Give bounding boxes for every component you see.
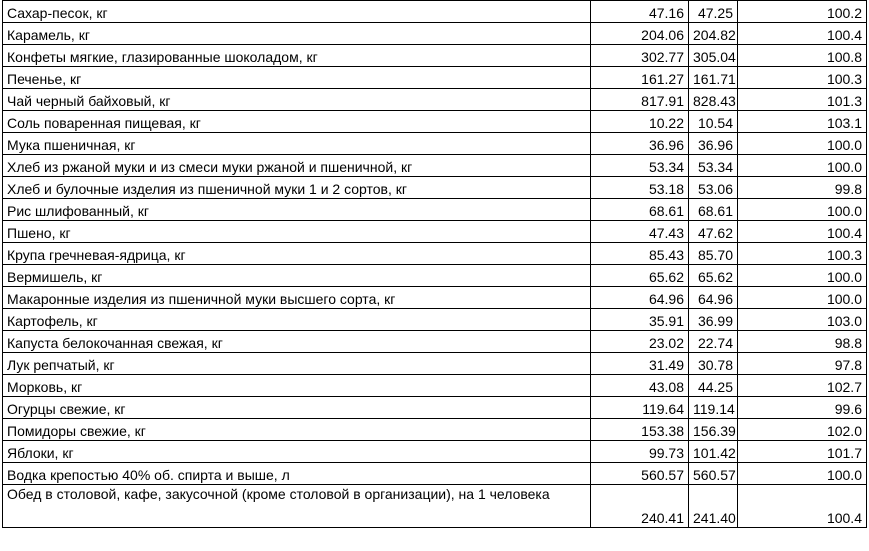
table-row [3,221,867,243]
price-current-cell: 119.14 [689,397,738,419]
price-index-cell: 100.0 [738,287,867,309]
price-index-cell: 100.0 [738,133,867,155]
price-index-cell: 101.3 [738,89,867,111]
table-row [3,309,867,331]
price-current-cell: 44.25 [689,375,738,397]
table-row [3,177,867,199]
product-name-cell: Яблоки, кг [3,441,591,463]
price-current-cell: 47.25 [689,1,738,23]
price-index-cell: 102.7 [738,375,867,397]
product-name-cell: Лук репчатый, кг [3,353,591,375]
price-prev-cell: 204.06 [591,23,689,45]
price-prev-cell: 153.38 [591,419,689,441]
price-index-cell: 101.7 [738,441,867,463]
price-current-cell: 53.06 [689,177,738,199]
price-index-cell: 100.3 [738,67,867,89]
table-row [3,265,867,287]
product-name-cell: Чай черный байховый, кг [3,89,591,111]
price-prev-cell: 36.96 [591,133,689,155]
product-name-cell: Соль поваренная пищевая, кг [3,111,591,133]
product-name-cell: Капуста белокочанная свежая, кг [3,331,591,353]
price-index-cell: 100.0 [738,199,867,221]
price-index-cell: 99.8 [738,177,867,199]
price-current-cell: 68.61 [689,199,738,221]
price-prev-cell: 47.16 [591,1,689,23]
price-index-cell: 100.4 [738,23,867,45]
price-prev-cell: 240.41 [591,485,689,528]
price-index-cell: 100.2 [738,1,867,23]
price-current-cell: 47.62 [689,221,738,243]
product-name-cell: Огурцы свежие, кг [3,397,591,419]
product-name-cell: Сахар-песок, кг [3,1,591,23]
product-name-cell: Хлеб и булочные изделия из пшеничной муки 1 и 2 сортов, кг [3,177,591,199]
price-prev-cell: 99.73 [591,441,689,463]
price-prev-cell: 35.91 [591,309,689,331]
table-row [3,331,867,353]
table-row [3,397,867,419]
price-prev-cell: 10.22 [591,111,689,133]
price-current-cell: 101.42 [689,441,738,463]
price-current-cell: 36.96 [689,133,738,155]
price-prev-cell: 68.61 [591,199,689,221]
price-index-cell: 100.0 [738,155,867,177]
product-name-cell: Конфеты мягкие, глазированные шоколадом, кг [3,45,591,67]
table-row [3,243,867,265]
product-name-cell: Рис шлифованный, кг [3,199,591,221]
table-row [3,441,867,463]
product-name-cell: Печенье, кг [3,67,591,89]
price-current-cell: 241.40 [689,485,738,528]
price-prev-cell: 53.18 [591,177,689,199]
price-current-cell: 85.70 [689,243,738,265]
price-index-cell: 103.1 [738,111,867,133]
price-index-cell: 98.8 [738,331,867,353]
price-prev-cell: 817.91 [591,89,689,111]
price-prev-cell: 23.02 [591,331,689,353]
price-current-cell: 828.43 [689,89,738,111]
table-row [3,485,867,528]
table-row [3,111,867,133]
price-current-cell: 30.78 [689,353,738,375]
price-index-cell: 97.8 [738,353,867,375]
price-prev-cell: 47.43 [591,221,689,243]
table-row [3,133,867,155]
table-row [3,45,867,67]
price-index-cell: 100.8 [738,45,867,67]
price-current-cell: 560.57 [689,463,738,485]
price-table [2,0,867,528]
price-prev-cell: 119.64 [591,397,689,419]
price-index-cell: 99.6 [738,397,867,419]
table-row [3,67,867,89]
price-index-cell: 100.0 [738,463,867,485]
product-name-cell: Макаронные изделия из пшеничной муки высшего сорта, кг [3,287,591,309]
price-prev-cell: 31.49 [591,353,689,375]
price-index-cell: 100.3 [738,243,867,265]
price-index-cell: 100.4 [738,221,867,243]
price-current-cell: 36.99 [689,309,738,331]
price-prev-cell: 43.08 [591,375,689,397]
product-name-cell: Помидоры свежие, кг [3,419,591,441]
table-row [3,155,867,177]
price-index-cell: 103.0 [738,309,867,331]
price-current-cell: 305.04 [689,45,738,67]
price-current-cell: 64.96 [689,287,738,309]
product-name-cell: Пшено, кг [3,221,591,243]
price-current-cell: 53.34 [689,155,738,177]
product-name-cell: Обед в столовой, кафе, закусочной (кроме столовой в организации), на 1 человека [3,485,591,528]
table-body [3,1,867,528]
price-current-cell: 156.39 [689,419,738,441]
table-row [3,89,867,111]
table-row [3,353,867,375]
price-index-cell: 100.0 [738,265,867,287]
price-current-cell: 65.62 [689,265,738,287]
table-row [3,463,867,485]
product-name-cell: Хлеб из ржаной муки и из смеси муки ржаной и пшеничной, кг [3,155,591,177]
product-name-cell: Водка крепостью 40% об. спирта и выше, л [3,463,591,485]
product-name-cell: Вермишель, кг [3,265,591,287]
price-index-cell: 102.0 [738,419,867,441]
price-prev-cell: 161.27 [591,67,689,89]
price-prev-cell: 85.43 [591,243,689,265]
product-name-cell: Картофель, кг [3,309,591,331]
price-current-cell: 161.71 [689,67,738,89]
price-current-cell: 10.54 [689,111,738,133]
price-prev-cell: 64.96 [591,287,689,309]
table-row [3,199,867,221]
price-index-cell: 100.4 [738,485,867,528]
price-current-cell: 22.74 [689,331,738,353]
price-prev-cell: 302.77 [591,45,689,67]
price-prev-cell: 560.57 [591,463,689,485]
product-name-cell: Карамель, кг [3,23,591,45]
table-row [3,23,867,45]
price-current-cell: 204.82 [689,23,738,45]
price-prev-cell: 65.62 [591,265,689,287]
table-row [3,419,867,441]
table-row [3,1,867,23]
table-row [3,375,867,397]
product-name-cell: Мука пшеничная, кг [3,133,591,155]
table-row [3,287,867,309]
product-name-cell: Крупа гречневая-ядрица, кг [3,243,591,265]
price-prev-cell: 53.34 [591,155,689,177]
product-name-cell: Морковь, кг [3,375,591,397]
